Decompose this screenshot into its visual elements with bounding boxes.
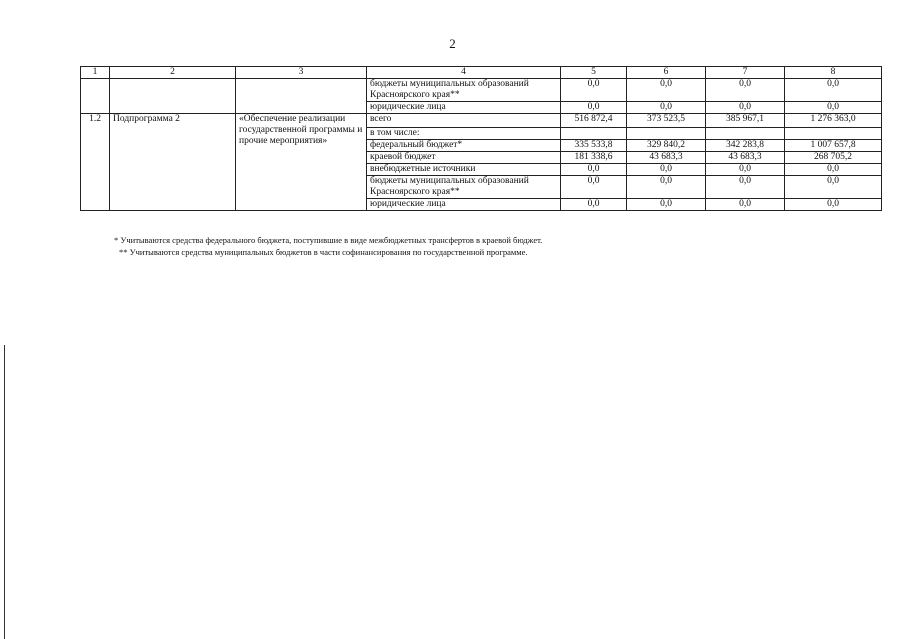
value-cell: 0,0 <box>706 102 785 114</box>
source-label: юридические лица <box>367 102 561 114</box>
table-row <box>81 79 882 102</box>
header-cell: 7 <box>706 67 785 79</box>
scan-margin-line <box>4 345 5 639</box>
value-cell: 0,0 <box>785 164 882 176</box>
subprogram-title: «Обеспечение реализации государственной программы и прочие мероприятия» <box>236 114 367 211</box>
value-cell: 385 967,1 <box>706 114 785 128</box>
value-cell: 342 283,8 <box>706 140 785 152</box>
value-cell <box>561 128 627 140</box>
value-cell: 0,0 <box>785 79 882 102</box>
value-cell <box>706 128 785 140</box>
budget-table <box>80 66 882 211</box>
header-cell: 8 <box>785 67 882 79</box>
header-cell: 4 <box>367 67 561 79</box>
value-cell: 0,0 <box>561 199 627 211</box>
value-cell: 0,0 <box>627 176 706 199</box>
value-cell: 335 533,8 <box>561 140 627 152</box>
value-cell: 1 007 657,8 <box>785 140 882 152</box>
blank-cell <box>236 79 367 114</box>
page-number: 2 <box>449 36 456 51</box>
value-cell: 43 683,3 <box>627 152 706 164</box>
value-cell: 0,0 <box>561 102 627 114</box>
source-label: всего <box>367 114 561 128</box>
header-cell: 1 <box>81 67 110 79</box>
value-cell: 0,0 <box>785 102 882 114</box>
header-cell: 2 <box>110 67 236 79</box>
value-cell: 268 705,2 <box>785 152 882 164</box>
source-label: бюджеты муниципальных образований Красноярского края** <box>367 79 561 102</box>
value-cell: 0,0 <box>627 79 706 102</box>
value-cell: 0,0 <box>785 199 882 211</box>
value-cell: 516 872,4 <box>561 114 627 128</box>
value-cell: 0,0 <box>706 176 785 199</box>
value-cell: 0,0 <box>785 176 882 199</box>
value-cell <box>785 128 882 140</box>
footnote-federal: * Учитываются средства федерального бюджета, поступившие в виде межбюджетных трансфертов в краевой бюджет. <box>114 235 543 245</box>
footnote-municipal: ** Учитываются средства муниципальных бюджетов в части софинансирования по государственной программе. <box>119 247 528 257</box>
header-cell: 6 <box>627 67 706 79</box>
value-cell: 0,0 <box>706 164 785 176</box>
source-label: бюджеты муниципальных образований Красноярского края** <box>367 176 561 199</box>
value-cell: 329 840,2 <box>627 140 706 152</box>
value-cell: 0,0 <box>706 79 785 102</box>
value-cell: 373 523,5 <box>627 114 706 128</box>
header-cell: 3 <box>236 67 367 79</box>
blank-cell <box>81 79 110 114</box>
value-cell: 181 338,6 <box>561 152 627 164</box>
value-cell: 0,0 <box>627 199 706 211</box>
table-row <box>81 114 882 128</box>
source-label: в том числе: <box>367 128 561 140</box>
subprogram-name: Подпрограмма 2 <box>110 114 236 211</box>
value-cell: 0,0 <box>561 79 627 102</box>
footnotes <box>114 234 542 258</box>
header-cell: 5 <box>561 67 627 79</box>
source-label: внебюджетные источники <box>367 164 561 176</box>
value-cell: 0,0 <box>706 199 785 211</box>
value-cell: 1 276 363,0 <box>785 114 882 128</box>
value-cell: 0,0 <box>561 164 627 176</box>
source-label: федеральный бюджет* <box>367 140 561 152</box>
value-cell: 0,0 <box>627 164 706 176</box>
source-label: краевой бюджет <box>367 152 561 164</box>
source-label: юридические лица <box>367 199 561 211</box>
value-cell: 0,0 <box>627 102 706 114</box>
value-cell <box>627 128 706 140</box>
value-cell: 0,0 <box>561 176 627 199</box>
header-row <box>81 67 882 79</box>
subprogram-number: 1.2 <box>81 114 110 211</box>
blank-cell <box>110 79 236 114</box>
value-cell: 43 683,3 <box>706 152 785 164</box>
